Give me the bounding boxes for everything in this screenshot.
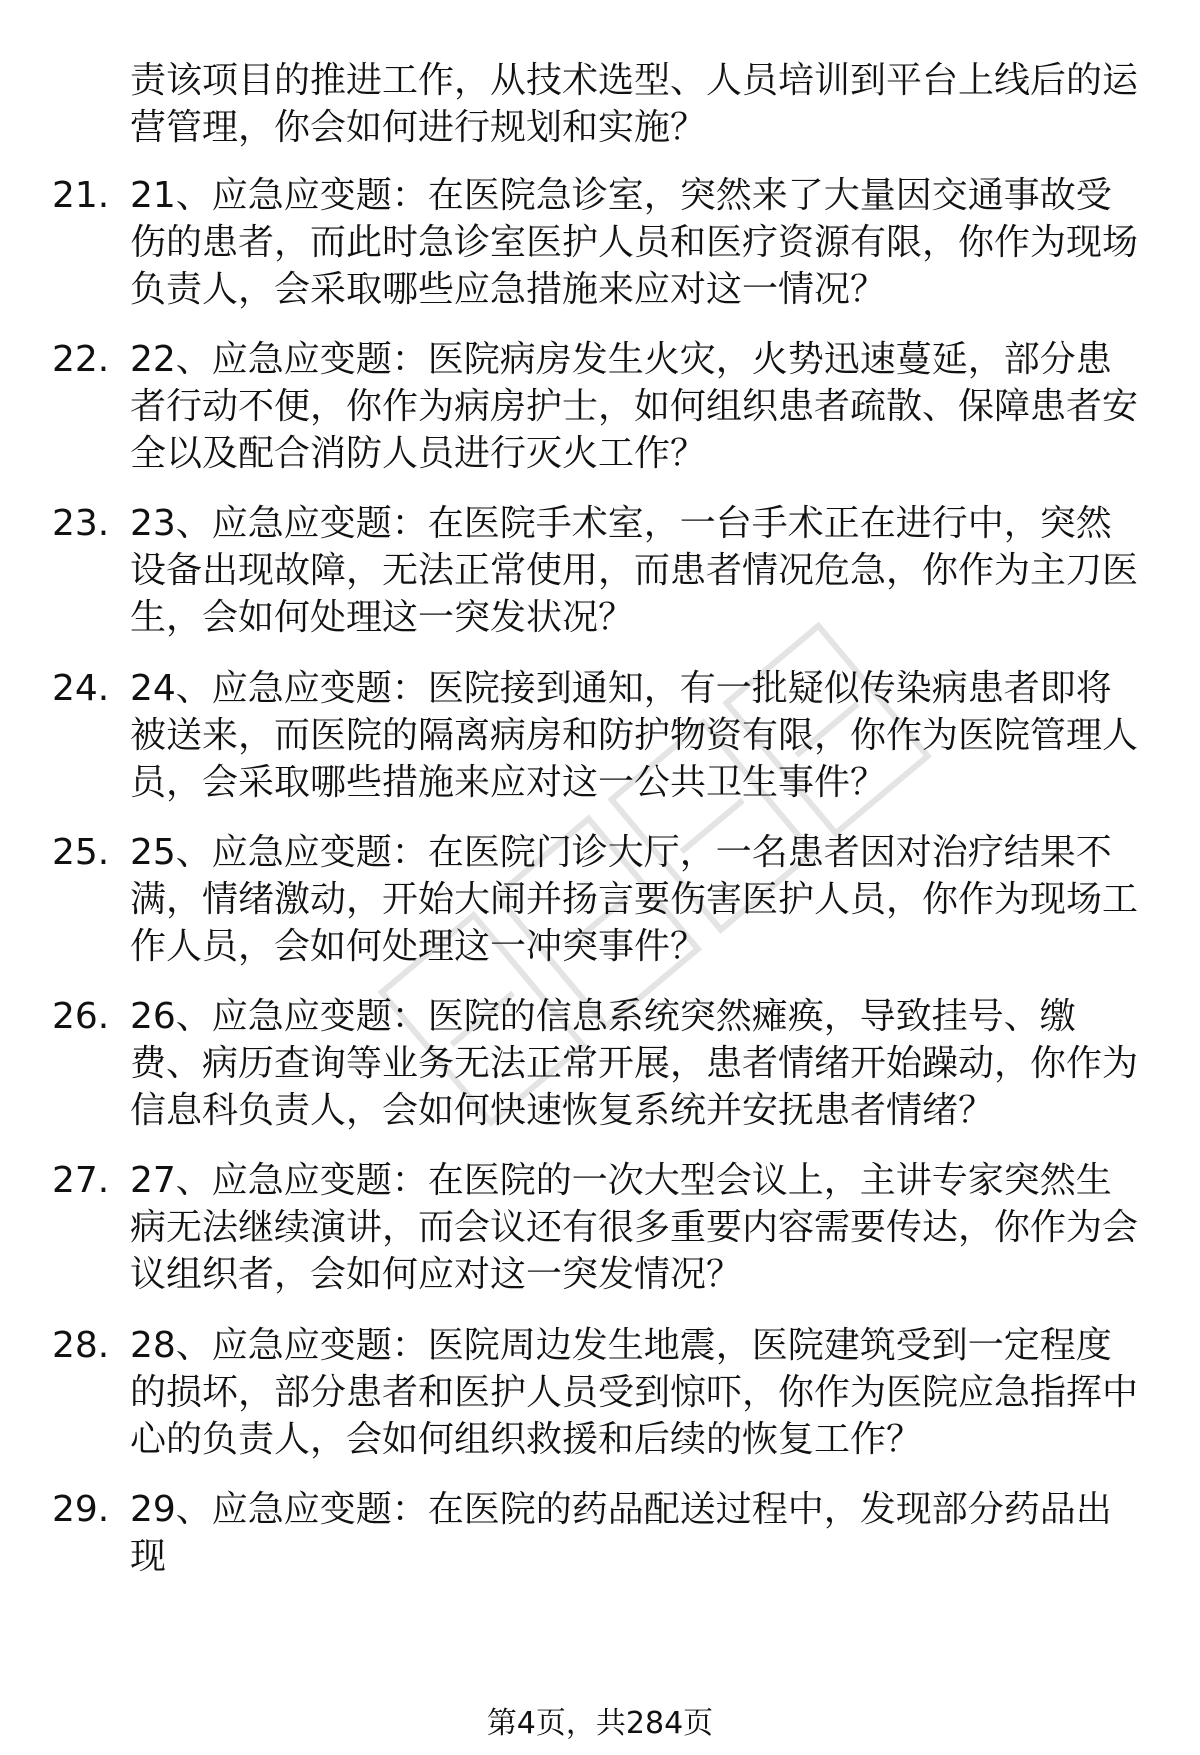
item-text: 29、应急应变题：在医院的药品配送过程中，发现部分药品出现 <box>130 1489 1112 1577</box>
item-number: 21. <box>52 175 110 216</box>
item-text: 22、应急应变题：医院病房发生火灾，火势迅速蔓延，部分患者行动不便，你作为病房护士，如何组织患者疏散、保障患者安全以及配合消防人员进行灭火工作？ <box>130 339 1139 474</box>
item-text: 27、应急应变题：在医院的一次大型会议上，主讲专家突然生病无法继续演讲，而会议还有很多重要内容需要传达，你作为会议组织者，会如何应对这一突发情况？ <box>130 1160 1139 1295</box>
item-text: 24、应急应变题：医院接到通知，有一批疑似传染病患者即将被送来，而医院的隔离病房和防护物资有限，你作为医院管理人员，会采取哪些措施来应对这一公共卫生事件？ <box>130 668 1139 803</box>
item-text: 25、应急应变题：在医院门诊大厅，一名患者因对治疗结果不满，情绪激动，开始大闹并扬言要伤害医护人员，你作为现场工作人员，会如何处理这一冲突事件？ <box>130 832 1139 967</box>
item-number: 22. <box>52 339 110 380</box>
item-text: 26、应急应变题：医院的信息系统突然瘫痪，导致挂号、缴费、病历查询等业务无法正常开展，患者情绪开始躁动，你作为信息科负责人，会如何快速恢复系统并安抚患者情绪？ <box>130 996 1139 1131</box>
item-number: 29. <box>52 1489 110 1530</box>
item-text: 28、应急应变题：医院周边发生地震，医院建筑受到一定程度的损坏，部分患者和医护人员受到惊吓，你作为医院应急指挥中心的负责人，会如何组织救援和后续的恢复工作？ <box>130 1325 1139 1460</box>
continuation-text: 责该项目的推进工作，从技术选型、人员培训到平台上线后的运营管理，你会如何进行规划和实施？ <box>130 60 1139 148</box>
page-footer: 第4页，共284页 <box>486 1706 714 1741</box>
item-number: 24. <box>52 668 110 709</box>
item-text: 23、应急应变题：在医院手术室，一台手术正在进行中，突然设备出现故障，无法正常使用，而患者情况危急，你作为主刀医生，会如何处理这一突发状况？ <box>130 503 1139 638</box>
item-number: 25. <box>52 832 110 873</box>
item-text: 21、应急应变题：在医院急诊室，突然来了大量因交通事故受伤的患者，而此时急诊室医护人员和医疗资源有限，你作为现场负责人，会采取哪些应急措施来应对这一情况？ <box>130 175 1139 310</box>
item-number: 28. <box>52 1325 110 1366</box>
item-number: 27. <box>52 1160 110 1201</box>
item-number: 23. <box>52 503 110 544</box>
item-number: 26. <box>52 996 110 1037</box>
